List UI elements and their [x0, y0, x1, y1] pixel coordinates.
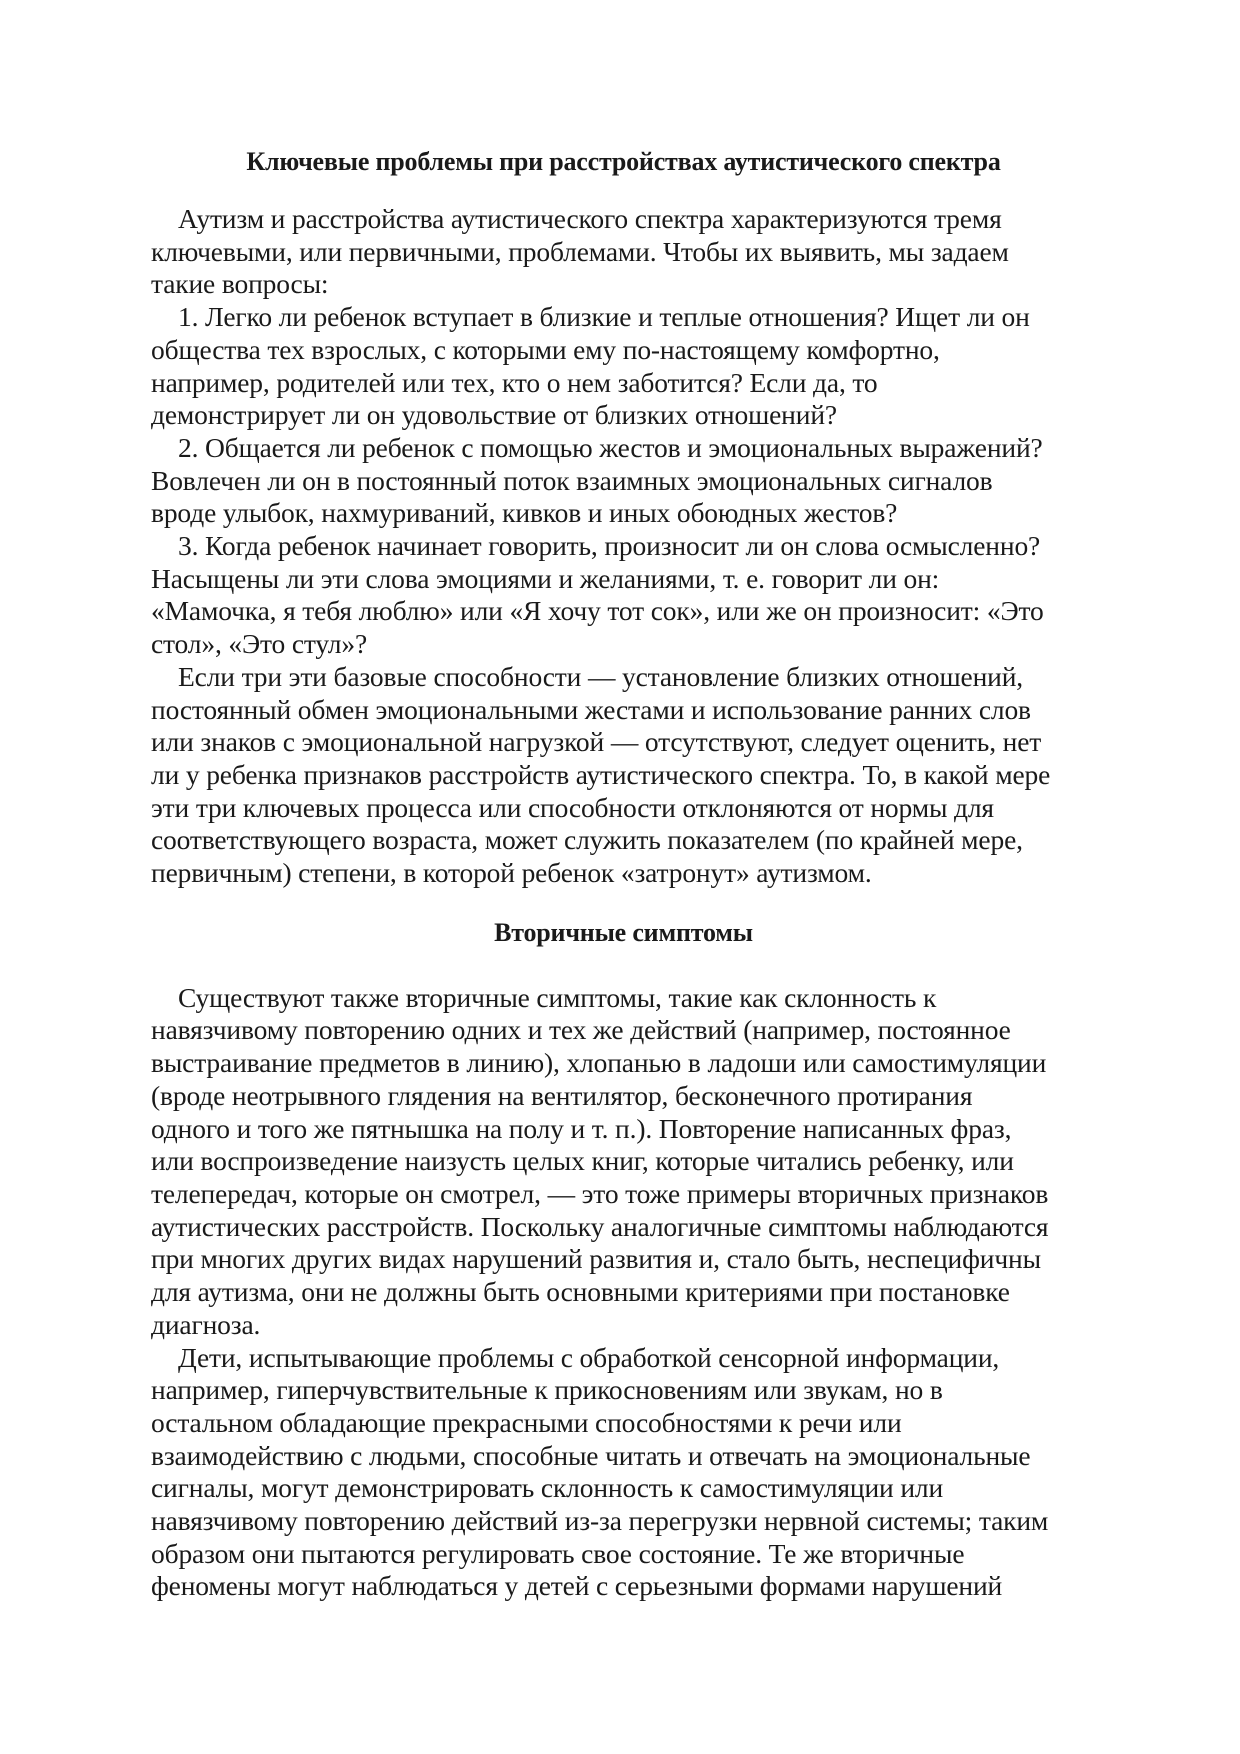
text-line: или воспроизведение наизусть целых книг, которые читались ребенку, или: [151, 1145, 1014, 1177]
section-2-body: [151, 982, 1096, 1603]
text-line: Дети, испытывающие проблемы с обработкой сенсорной информации,: [178, 1341, 1000, 1373]
text-line: телепередач, которые он смотрел, — это тоже примеры вторичных признаков: [151, 1177, 1049, 1209]
text-line: 3. Когда ребенок начинает говорить, произносит ли он слова осмысленно?: [178, 530, 1041, 562]
text-line: стол», «Это стул»?: [151, 628, 368, 660]
text-line: образом они пытаются регулировать свое состояние. Те же вторичные: [151, 1537, 965, 1569]
text-line: например, родителей или тех, кто о нем заботится? Если да, то: [151, 366, 878, 398]
text-line: такие вопросы:: [151, 268, 329, 300]
text-line: Вовлечен ли он в постоянный поток взаимных эмоциональных сигналов: [151, 464, 993, 496]
text-line: (вроде неотрывного глядения на вентилятор, бесконечного протирания: [151, 1079, 973, 1111]
text-line: например, гиперчувствительные к прикосновениям или звукам, но в: [151, 1374, 943, 1406]
text-line: демонстрирует ли он удовольствие от близких отношений?: [151, 399, 837, 431]
text-line: 1. Легко ли ребенок вступает в близкие и теплые отношения? Ищет ли он: [178, 301, 1030, 333]
text-line: при многих других видах нарушений развития и, стало быть, неспецифичны: [151, 1243, 1041, 1275]
text-line: ключевыми, или первичными, проблемами. Чтобы их выявить, мы задаем: [151, 235, 1009, 267]
text-line: вроде улыбок, нахмуриваний, кивков и иных обоюдных жестов?: [151, 497, 898, 529]
text-line: навязчивому повторению действий из-за перегрузки нервной системы; таким: [151, 1505, 1049, 1537]
text-line: соответствующего возраста, может служить показателем (по крайней мере,: [151, 824, 1023, 856]
text-line: первичным) степени, в которой ребенок «затронут» аутизмом.: [151, 857, 872, 889]
text-line: феномены могут наблюдаться у детей с серьезными формами нарушений: [151, 1570, 1003, 1602]
text-line: диагноза.: [151, 1308, 261, 1340]
text-line: Существуют также вторичные симптомы, такие как склонность к: [178, 981, 937, 1013]
text-line: ли у ребенка признаков расстройств аутистического спектра. То, в какой мере: [151, 758, 1051, 790]
text-line: «Мамочка, я тебя люблю» или «Я хочу тот сок», или же он произносит: «Это: [151, 595, 1044, 627]
text-line: взаимодействию с людьми, способные читать и отвечать на эмоциональные: [151, 1439, 1031, 1471]
text-line: Если три эти базовые способности — установление близких отношений,: [178, 660, 1024, 692]
text-line: одного и того же пятнышка на полу и т. п.). Повторение написанных фраз,: [151, 1112, 1012, 1144]
section-1-body: [151, 203, 1096, 890]
text-line: выстраивание предметов в линию), хлопанью в ладоши или самостимуляции: [151, 1047, 1047, 1079]
text-line: Аутизм и расстройства аутистического спектра характеризуются тремя: [178, 203, 1002, 234]
text-line: остальном обладающие прекрасными способностями к речи или: [151, 1406, 902, 1438]
document-page: [151, 145, 1096, 1603]
text-line: или знаков с эмоциональной нагрузкой — отсутствуют, следует оценить, нет: [151, 726, 1042, 758]
section-2-title: Вторичные симптомы: [494, 917, 753, 947]
text-line: навязчивому повторению одних и тех же действий (например, постоянное: [151, 1014, 1011, 1046]
text-line: сигналы, могут демонстрировать склонность к самостимуляции или: [151, 1472, 944, 1504]
text-line: постоянный обмен эмоциональными жестами и использование ранних слов: [151, 693, 1031, 725]
text-line: общества тех взрослых, с которыми ему по-настоящему комфортно,: [151, 333, 940, 365]
text-line: 2. Общается ли ребенок с помощью жестов и эмоциональных выражений?: [178, 431, 1043, 463]
text-line: аутистических расстройств. Поскольку аналогичные симптомы наблюдаются: [151, 1210, 1049, 1242]
text-line: для аутизма, они не должны быть основными критериями при постановке: [151, 1276, 1010, 1308]
document-title: Ключевые проблемы при расстройствах аутистического спектра: [246, 147, 1001, 176]
text-line: Насыщены ли эти слова эмоциями и желаниями, т. е. говорит ли он:: [151, 562, 940, 594]
text-line: эти три ключевых процесса или способности отклоняются от нормы для: [151, 791, 994, 823]
